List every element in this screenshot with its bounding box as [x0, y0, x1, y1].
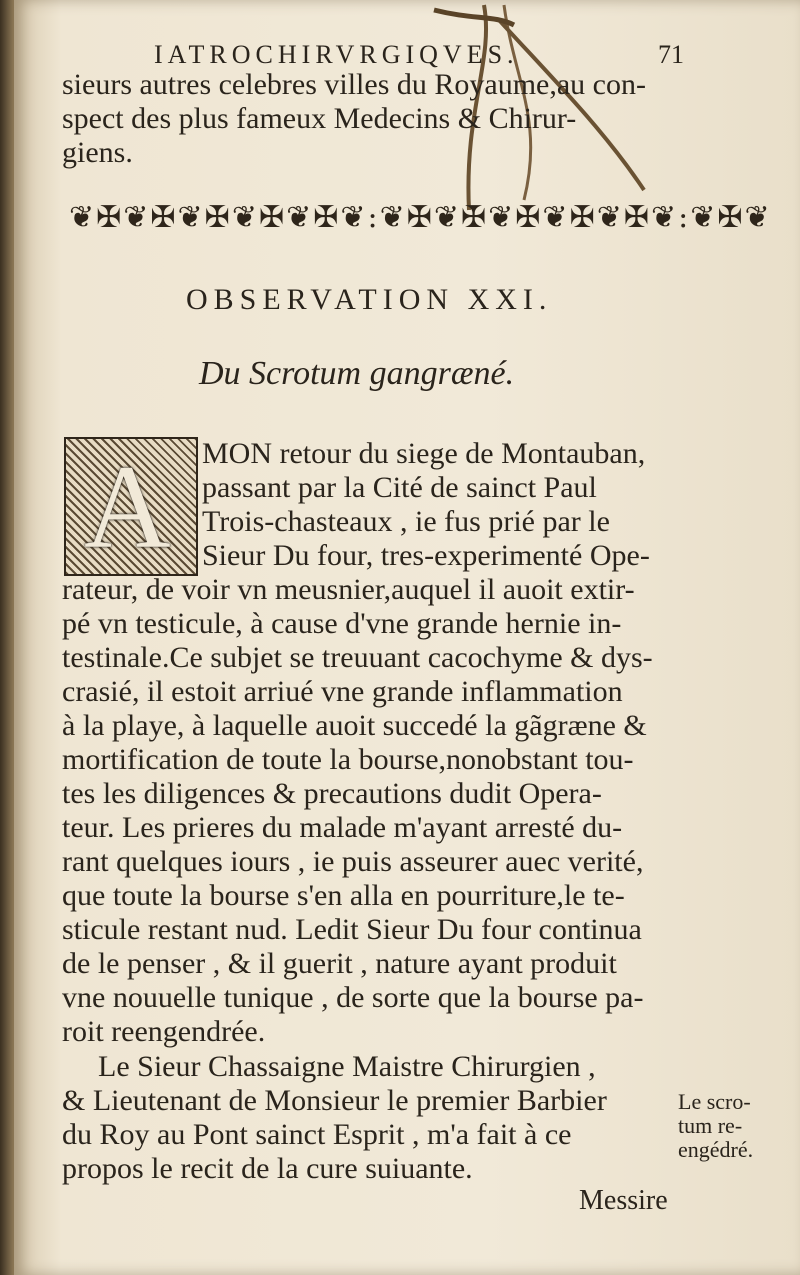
text-line: Trois-chasteaux , ie fus prié par le [202, 505, 610, 538]
margin-note-line: engédré. [678, 1137, 754, 1162]
indented-opening-lines [202, 437, 674, 573]
chapter-subtitle: Du Scrotum gangræné. [199, 355, 515, 392]
text-line: MON retour du siege de Montauban, [202, 437, 646, 470]
text-line: rateur, de voir vn meusnier,auquel il auoit extir- [62, 573, 635, 606]
text-line: teur. Les prieres du malade m'ayant arresté du- [62, 811, 623, 844]
text-line: rant quelques iours , ie puis asseurer auec verité, [62, 845, 644, 878]
fleuron-ornament-row: ❦✠❦✠❦✠❦✠❦✠❦:❦✠❦✠❦✠❦✠❦✠❦:❦✠❦ [69, 200, 772, 235]
text-line: du Roy au Pont sainct Esprit , m'a fait à ce [62, 1118, 572, 1151]
text-line: & Lieutenant de Monsieur le premier Barbier [62, 1084, 607, 1117]
text-line: sieurs autres celebres villes du Royaume,au con- [62, 68, 646, 101]
text-line: testinale.Ce subjet se treuuant cacochyme & dys- [62, 641, 653, 674]
decorated-initial [64, 437, 198, 576]
text-line: roit reengendrée. [62, 1015, 266, 1048]
text-line: pé vn testicule, à cause d'vne grande hernie in- [62, 607, 622, 640]
page-number: 71 [658, 40, 684, 69]
text-line: vne nouuelle tunique , de sorte que la bourse pa- [62, 981, 644, 1014]
text-line: de le penser , & il guerit , nature ayant produit [62, 947, 617, 980]
text-line: Sieur Du four, tres-experimenté Ope- [202, 539, 650, 572]
text-line: tes les diligences & precautions dudit Opera- [62, 777, 602, 810]
running-header [154, 40, 684, 70]
text-line: Le Sieur Chassaigne Maistre Chirurgien , [98, 1050, 596, 1083]
paragraph-observation [62, 573, 674, 1049]
running-title: IATROCHIRVRGIQVES. [154, 40, 519, 69]
text-line: spect des plus fameux Medecins & Chirur- [62, 102, 577, 135]
text-line: sticule restant nud. Ledit Sieur Du four continua [62, 913, 642, 946]
book-page [14, 0, 800, 1275]
text-line: à la playe, à laquelle auoit succedé la gãgræne & [62, 709, 647, 742]
text-line: mortification de toute la bourse,nonobstant tou- [62, 743, 634, 776]
text-line: crasié, il estoit arriué vne grande inflammation [62, 675, 623, 708]
paragraph-chassaigne [62, 1050, 662, 1186]
observation-title: OBSERVATION XXI. [186, 283, 553, 316]
text-line: que toute la bourse s'en alla en pourriture,le te- [62, 879, 625, 912]
continued-paragraph [62, 68, 674, 170]
text-line: propos le recit de la cure suiuante. [62, 1152, 473, 1185]
catchword: Messire [579, 1185, 668, 1216]
text-line: giens. [62, 136, 133, 169]
margin-note-line: tum re- [678, 1113, 743, 1138]
margin-note [678, 1090, 788, 1162]
initial-letter: A [84, 440, 171, 573]
margin-note-line: Le scro- [678, 1089, 751, 1114]
text-line: passant par la Cité de sainct Paul [202, 471, 597, 504]
